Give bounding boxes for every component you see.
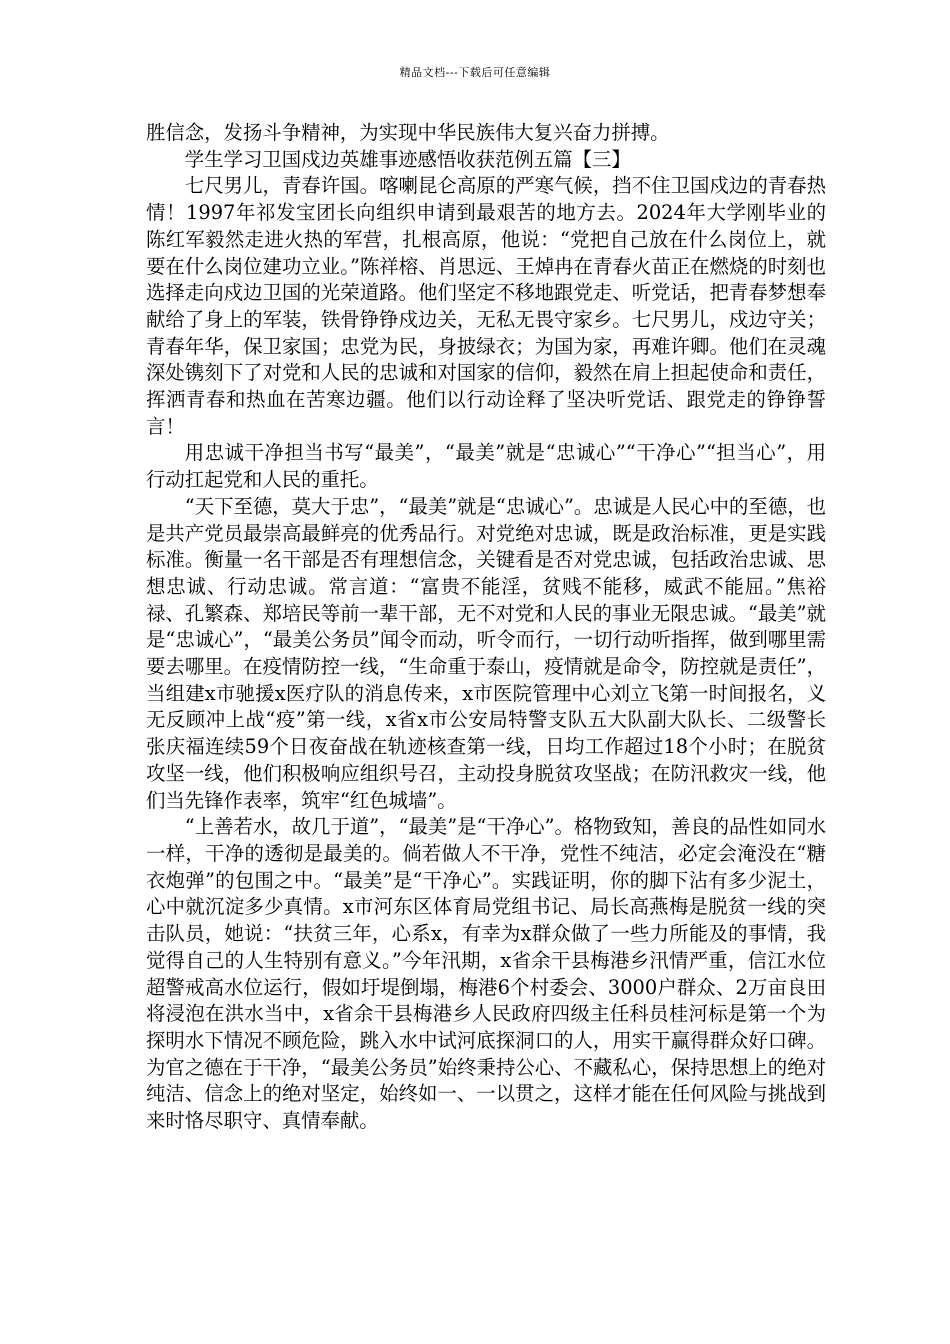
page-header-watermark: 精品文档---下载后可任意编辑 — [399, 66, 551, 79]
paragraph-seven-foot-men: 七尺男儿，青春许国。喀喇昆仑高原的严寒气候，挡不住卫国戍边的青春热情！1997年祁发宝团长向组织申请到最艰苦的地方去。2024年大学刚毕业的陈红军毅然走进火热的军营，扎根高原，他说：“党把自己放在什么岗位上，就要在什么岗位建功立业。”陈祥榕、肖思远、王焯冉在青春火苗正在燃烧的时刻也选择走向戍边卫国的光荣道路。他们坚定不移地跟党走、听党话，把青春梦想奉献给了身上的军装，铁骨铮铮戍边关，无私无畏守家乡。七尺男儿，戍边守关；青春年华，保卫家国；忠党为民，身披绿衣；为国为家，再难许卿。他们在灵魂深处镌刻下了对党和人民的忠诚和对国家的信仰，毅然在肩上担起使命和责任，挥洒青春和热血在苦寒边疆。他们以行动诠释了坚决听党话、跟党走的铮铮誓言！ — [146, 174, 826, 438]
section-title: 学生学习卫国戍边英雄事迹感悟收获范例五篇【三】 — [184, 147, 631, 171]
document-body — [146, 120, 826, 1135]
paragraph-loyal-heart: “天下至德，莫大于忠”，“最美”就是“忠诚心”。忠诚是人民心中的至德，也是共产党员最崇高最鲜亮的优秀品行。对党绝对忠诚，既是政治标准，更是实践标准。衡量一名干部是否有理想信念，关键看是否对党忠诚，包括政治忠诚、思想忠诚、行动忠诚。常言道：“富贵不能淫，贫贱不能移，威武不能屈。”焦裕禄、孔繁森、郑培民等前一辈干部，无不对党和人民的事业无限忠诚。“最美”就是“忠诚心”，“最美公务员”闻令而动，听令而行，一切行动听指挥，做到哪里需要去哪里。在疫情防控一线，“生命重于泰山，疫情就是命令，防控就是责任”，当组建x市驰援x医疗队的消息传来，x市医院管理中心刘立飞第一时间报名，义无反顾冲上战“疫”第一线，x省x市公安局特警支队五大队副大队长、二级警长张庆福连续59个日夜奋战在轨迹核查第一线，日均工作超过18个小时；在脱贫攻坚一线，他们积极响应组织号召，主动投身脱贫攻坚战；在防汛救灾一线，他们当先锋作表率，筑牢“红色城墙”。 — [146, 494, 826, 812]
paragraph-loyal-clean-responsible: 用忠诚干净担当书写“最美”，“最美”就是“忠诚心”“干净心”“担当心”，用行动扛起党和人民的重托。 — [146, 441, 826, 492]
paragraph-clean-heart: “上善若水，故几于道”，“最美”是“干净心”。格物致知，善良的品性如同水一样，干净的透彻是最美的。倘若做人不干净，党性不纯洁，必定会淹没在“糖衣炮弹”的包围之中。“最美”是“干净心”。实践证明，你的脚下沾有多少泥土，心中就沉淀多少真情。x市河东区体育局党组书记、局长高燕梅是脱贫一线的突击队员，她说：“扶贫三年，心系x，有幸为x群众做了一些力所能及的事情，我觉得自己的人生特别有意义。”今年汛期，x省余干县梅港乡汛情严重，信江水位超警戒高水位运行，假如圩堤倒塌，梅港6个村委会、3000户群众、2万亩良田将浸泡在洪水当中，x省余干县梅港乡人民政府四级主任科员桂河标是第一个为探明水下情况不顾危险，跳入水中试河底探洞口的人，用实干赢得群众好口碑。为官之德在于干净，“最美公务员”始终秉持公心、不藏私心，保持思想上的绝对纯洁、信念上的绝对坚定，始终如一、一以贯之，这样才能在任何风险与挑战到来时恪尽职守、真情奉献。 — [146, 815, 826, 1133]
paragraph-continuation: 胜信念，发扬斗争精神，为实现中华民族伟大复兴奋力拼搏。 — [146, 121, 670, 144]
